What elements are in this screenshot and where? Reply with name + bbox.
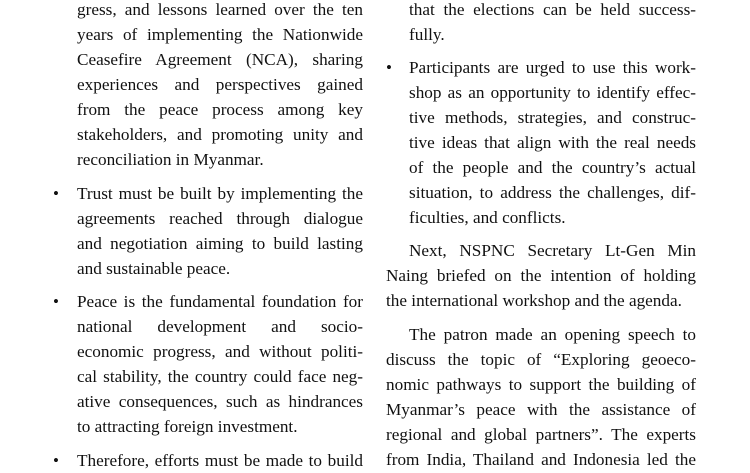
text-line: cal stability, the country could face neg- (77, 367, 363, 386)
paragraph-line: nomic pathways to support the building of (386, 375, 696, 394)
text-line: national development and socio- (77, 317, 363, 336)
text-line: of the people and the country’s actual (409, 158, 696, 177)
bullet-marker: • (53, 292, 59, 311)
text-line: years of implementing the Nationwide (77, 25, 363, 44)
text-line: ficulties, and conflicts. (409, 208, 566, 227)
text-line: experiences and perspectives gained (77, 75, 363, 94)
text-line: tive methods, strategies, and construc- (409, 108, 696, 127)
text-line: situation, to address the challenges, dif- (409, 183, 696, 202)
text-line: Ceasefire Agreement (NCA), sharing (77, 50, 363, 69)
paragraph-line: Naing briefed on the intention of holding (386, 266, 696, 285)
text-line: Participants are urged to use this work- (409, 58, 696, 77)
text-line: economic progress, and without politi- (77, 342, 363, 361)
text-line: stakeholders, and promoting unity and (77, 125, 363, 144)
bullet-marker: • (53, 451, 59, 470)
text-line: tive ideas that align with the real needs (409, 133, 696, 152)
paragraph-line: The patron made an opening speech to (409, 325, 696, 344)
text-line: and negotiation aiming to build lasting (77, 234, 363, 253)
bullet-marker: • (386, 58, 392, 77)
paragraph-line: discuss the topic of “Exploring geoeco- (386, 350, 696, 369)
text-line: from the peace process among key (77, 100, 363, 119)
text-line: to attracting foreign investment. (77, 417, 298, 436)
text-line: ative consequences, such as hindrances (77, 392, 363, 411)
paragraph-line: Next, NSPNC Secretary Lt-Gen Min (409, 241, 696, 260)
paragraph-line: Myanmar’s peace with the assistance of (386, 400, 696, 419)
text-line: fully. (409, 25, 445, 44)
text-line: that the elections can be held success- (409, 0, 696, 19)
text-line: shop as an opportunity to identify effec- (409, 83, 696, 102)
paragraph-line: from India, Thailand and Indonesia led the (386, 450, 696, 469)
text-line: Trust must be built by implementing the (77, 184, 363, 203)
paragraph-line: regional and global partners”. The experts (386, 425, 696, 444)
bullet-marker: • (53, 184, 59, 203)
paragraph-line: the international workshop and the agenda. (386, 291, 682, 310)
text-line: and sustainable peace. (77, 259, 231, 278)
text-line: agreements reached through dialogue (77, 209, 363, 228)
text-line: reconciliation in Myanmar. (77, 150, 264, 169)
text-line: Therefore, efforts must be made to build (77, 451, 363, 470)
text-line: gress, and lessons learned over the ten (77, 0, 363, 19)
text-line: Peace is the fundamental foundation for (77, 292, 363, 311)
